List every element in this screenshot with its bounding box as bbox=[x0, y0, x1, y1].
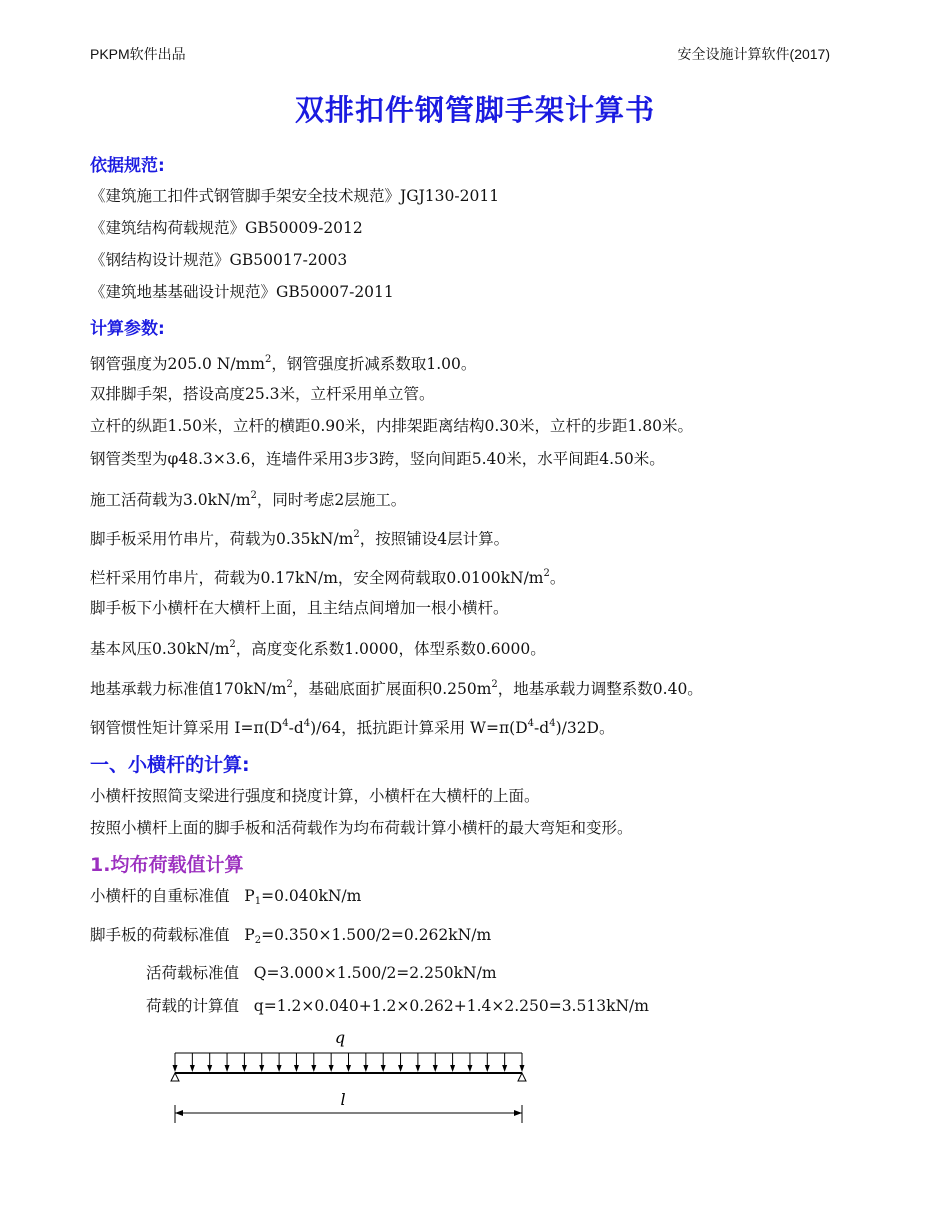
load-arrowhead-icon bbox=[346, 1065, 351, 1072]
load-arrowhead-icon bbox=[259, 1065, 264, 1072]
load-arrowhead-icon bbox=[225, 1065, 230, 1072]
subsection-heading: 1.均布荷载值计算 bbox=[90, 854, 244, 876]
load-arrowhead-icon bbox=[415, 1065, 420, 1072]
params-heading: 计算参数: bbox=[90, 319, 165, 339]
param-line: 基本风压$0.30kN/m^2$，高度变化系数1.0000，体型系数0.6000。 bbox=[90, 639, 546, 658]
param-line: 脚手板下小横杆在大横杆上面，且主结点间增加一根小横杆。 bbox=[90, 599, 509, 617]
load-arrowhead-icon bbox=[277, 1065, 282, 1072]
section1-paragraph: 按照小横杆上面的脚手板和活荷载作为均布荷载计算小横杆的最大弯矩和变形。 bbox=[90, 819, 633, 837]
load-arrows bbox=[173, 1053, 525, 1072]
dimension-arrow-right-icon bbox=[514, 1110, 522, 1116]
dimension-arrow-left-icon bbox=[175, 1110, 183, 1116]
load-row: 脚手板的荷载标准值 $P_2=0.350\times 1.500/2=0.262kN/m$ bbox=[90, 926, 492, 946]
load-arrowhead-icon bbox=[329, 1065, 334, 1072]
param-line: 栏杆采用竹串片，荷载为0.17kN/m，安全网荷载取$0.0100kN/m^2$。 bbox=[90, 568, 566, 587]
load-arrowhead-icon bbox=[190, 1065, 195, 1072]
param-line: 脚手板采用竹串片，荷载为$0.35kN/m^2$，按照铺设4层计算。 bbox=[90, 529, 510, 548]
right-support-icon bbox=[518, 1073, 526, 1081]
section1-paragraph: 小横杆按照简支梁进行强度和挠度计算，小横杆在大横杆的上面。 bbox=[90, 787, 540, 805]
param-line: 施工活荷载为$3.0kN/m^2$，同时考虑2层施工。 bbox=[90, 490, 407, 509]
load-row: 小横杆的自重标准值 $P_1=0.040kN/m$ bbox=[90, 887, 362, 907]
load-arrowhead-icon bbox=[398, 1065, 403, 1072]
load-row: 活荷载标准值 Q=3.000×1.500/2=2.250kN/m bbox=[146, 964, 497, 982]
basis-heading: 依据规范: bbox=[90, 156, 165, 176]
load-arrowhead-icon bbox=[311, 1065, 316, 1072]
param-line: 钢管惯性矩计算采用 $I=\pi(D^4-d^4)/64$，抵抗距计算采用 $W=\pi(D^4-d^4)/32D$。 bbox=[90, 718, 615, 737]
header-right: 安全设施计算软件(2017) bbox=[677, 46, 830, 62]
param-line: 钢管类型为φ48.3×3.6，连墙件采用3步3跨，竖向间距5.40米，水平间距4.50米。 bbox=[90, 450, 665, 468]
span-label: l bbox=[340, 1090, 346, 1109]
basis-item: 《建筑结构荷载规范》GB50009-2012 bbox=[90, 219, 363, 237]
param-line: 双排脚手架，搭设高度25.3米，立杆采用单立管。 bbox=[90, 385, 435, 403]
header-left: PKPM软件出品 bbox=[90, 46, 186, 62]
param-line: 立杆的纵距1.50米，立杆的横距0.90米，内排架距离结构0.30米，立杆的步距1.80米。 bbox=[90, 417, 694, 435]
load-label: q bbox=[334, 1028, 346, 1047]
param-line: 地基承载力标准值$170kN/m^2$，基础底面扩展面积$0.250m^2$，地基承载力调整系数0.40。 bbox=[90, 679, 703, 698]
basis-item: 《建筑地基基础设计规范》GB50007-2011 bbox=[90, 283, 394, 301]
page-title: 双排扣件钢管脚手架计算书 bbox=[294, 93, 655, 127]
param-line: 钢管强度为205.0 $N/mm^2$，钢管强度折减系数取1.00。 bbox=[90, 354, 477, 373]
load-arrowhead-icon bbox=[450, 1065, 455, 1072]
load-arrowhead-icon bbox=[467, 1065, 472, 1072]
load-arrowhead-icon bbox=[294, 1065, 299, 1072]
load-arrowhead-icon bbox=[485, 1065, 490, 1072]
load-row: 荷载的计算值 q=1.2×0.040+1.2×0.262+1.4×2.250=3.513kN/m bbox=[146, 997, 649, 1015]
basis-item: 《钢结构设计规范》GB50017-2003 bbox=[90, 251, 348, 269]
section1-heading: 一、小横杆的计算: bbox=[90, 754, 250, 776]
load-arrowhead-icon bbox=[242, 1065, 247, 1072]
load-arrowhead-icon bbox=[381, 1065, 386, 1072]
basis-item: 《建筑施工扣件式钢管脚手架安全技术规范》JGJ130-2011 bbox=[90, 187, 500, 205]
load-arrowhead-icon bbox=[173, 1065, 178, 1072]
load-arrowhead-icon bbox=[207, 1065, 212, 1072]
load-arrowhead-icon bbox=[502, 1065, 507, 1072]
load-arrowhead-icon bbox=[363, 1065, 368, 1072]
load-arrowhead-icon bbox=[520, 1065, 525, 1072]
beam-load-diagram bbox=[165, 1025, 535, 1130]
load-arrowhead-icon bbox=[433, 1065, 438, 1072]
left-support-icon bbox=[171, 1073, 179, 1081]
